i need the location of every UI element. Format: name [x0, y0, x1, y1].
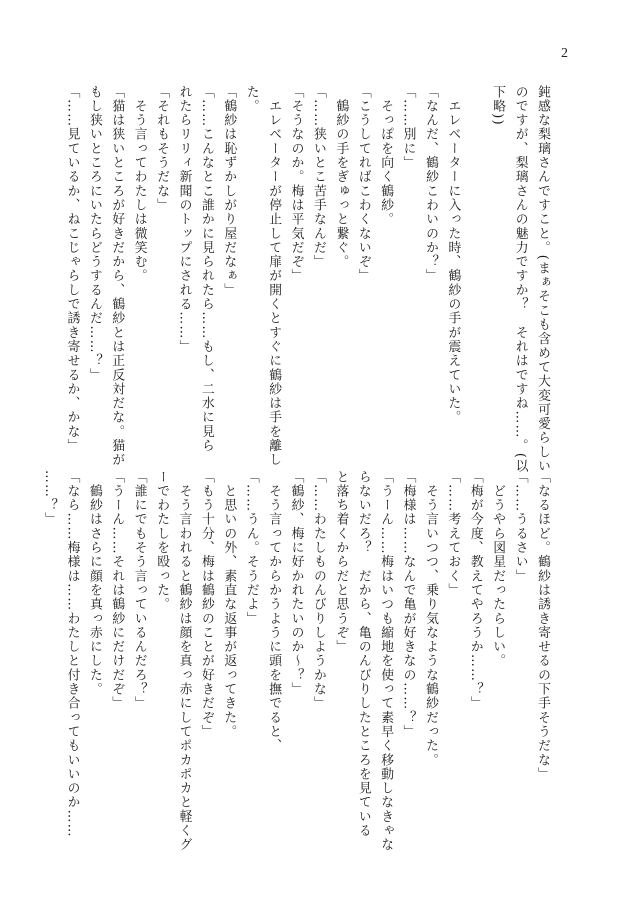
text-line: 「……別に」: [400, 85, 416, 170]
text-line: 「……こんなとこ誰かに見られたら……もし、二水に見ら: [198, 85, 214, 453]
text-line: どうやら図星だったらしい。: [490, 470, 506, 669]
text-line: 「……うるさい」: [512, 470, 528, 584]
page-number: 2: [561, 46, 568, 61]
text-line: 「梅様は……なんで亀が好きなの……？」: [400, 470, 416, 739]
text-line: 「それもそうだな」: [154, 85, 170, 213]
text-line: 「なら……梅様は……わたしと付き合ってもいいのか……: [64, 470, 80, 838]
text-line: そう言ってからかうように頭を撫でると、: [266, 470, 282, 753]
text-line: た。: [243, 85, 259, 114]
text-line: 「うーん……梅はいつも縮地を使って素早く移動しなきゃな: [378, 470, 394, 853]
text-line: 鈍感な梨璃さんですこと。(まぁそこも含めて大変可愛らしい: [535, 85, 550, 474]
text-line: エレベーターに入った時、鶴紗の手が震えていた。: [445, 85, 461, 425]
text-line: れたらリリィ新聞のトップにされる……」: [176, 85, 192, 354]
text-line: 鶴紗の手をぎゅっと繋ぐ。: [333, 85, 349, 269]
text-line: 「そうなのか。梅は平気だぞ」: [288, 85, 304, 284]
text-line: そう言われると鶴紗は顔を真っ赤にしてポカポカと軽くグ: [176, 470, 192, 853]
text-line: と落ち着くからだと思うぞ」: [333, 470, 349, 654]
bottom-text-block: [42, 470, 553, 853]
text-line: そう言いつつ、乗り気なような鶴紗だった。: [422, 470, 438, 768]
text-line: 「……考えておく」: [445, 470, 461, 598]
text-line: のですが、梨璃さんの魅力ですか？ それはですね……。(以: [512, 85, 528, 474]
text-line: 「こうしてればこわくないぞ」: [355, 85, 371, 284]
text-line: [463, 85, 485, 427]
text-line: と思いの外、素直な返事が返ってきた。: [221, 470, 237, 739]
text-line: らないだろ？ だから、亀のんびりしたところを見ている: [355, 470, 371, 838]
text-line: 「……見ているか、ねこじゃらしで誘き寄せるか、かな」: [64, 85, 80, 453]
text-line: 「猫は狭いところが好きだから、鶴紗とは正反対だな。猫が: [109, 85, 125, 468]
top-text-block: [64, 85, 553, 474]
text-line: ーでわたしを殴った。: [154, 470, 170, 612]
text-line: もし狭いところにいたらどうするんだ……？」: [86, 85, 102, 383]
text-line: 「誰にでもそう言っているんだろ？」: [131, 470, 147, 711]
text-line: 「鶴紗、梅に好かれたいのか～？」: [288, 470, 304, 697]
text-line: 「……うん。そうだよ」: [243, 470, 259, 626]
text-line: エレベーターが停止して扉が開くとすぐに鶴紗は手を離し: [266, 85, 282, 468]
text-line: 鶴紗はさらに顔を真っ赤にした。: [86, 470, 102, 697]
text-line: 「……わたしものんびりしようかな」: [310, 470, 326, 711]
text-line: そっぽを向く鶴紗。: [378, 85, 394, 227]
text-line: 下略)): [490, 85, 506, 126]
text-line: そう言ってわたしは微笑む。: [131, 85, 147, 284]
text-line: 「なるほど。鶴紗は誘き寄せるの下手そうだな」: [535, 470, 550, 782]
text-line: 「なんだ、鶴紗こわいのか？」: [422, 85, 438, 284]
text-line: 「……狭いとこ苦手なんだ」: [310, 85, 326, 269]
text-line: 「うーん……それは鶴紗にだけだぞ」: [109, 470, 125, 711]
text-line: 「梅が今度、教えてやろうか……？」: [467, 470, 483, 711]
text-line: 「もう十分、梅は鶴紗のことが好きだぞ」: [198, 470, 214, 739]
text-line: ……？」: [42, 470, 58, 527]
text-line: 「鶴紗は恥ずかしがり屋だなぁ」: [221, 85, 237, 298]
